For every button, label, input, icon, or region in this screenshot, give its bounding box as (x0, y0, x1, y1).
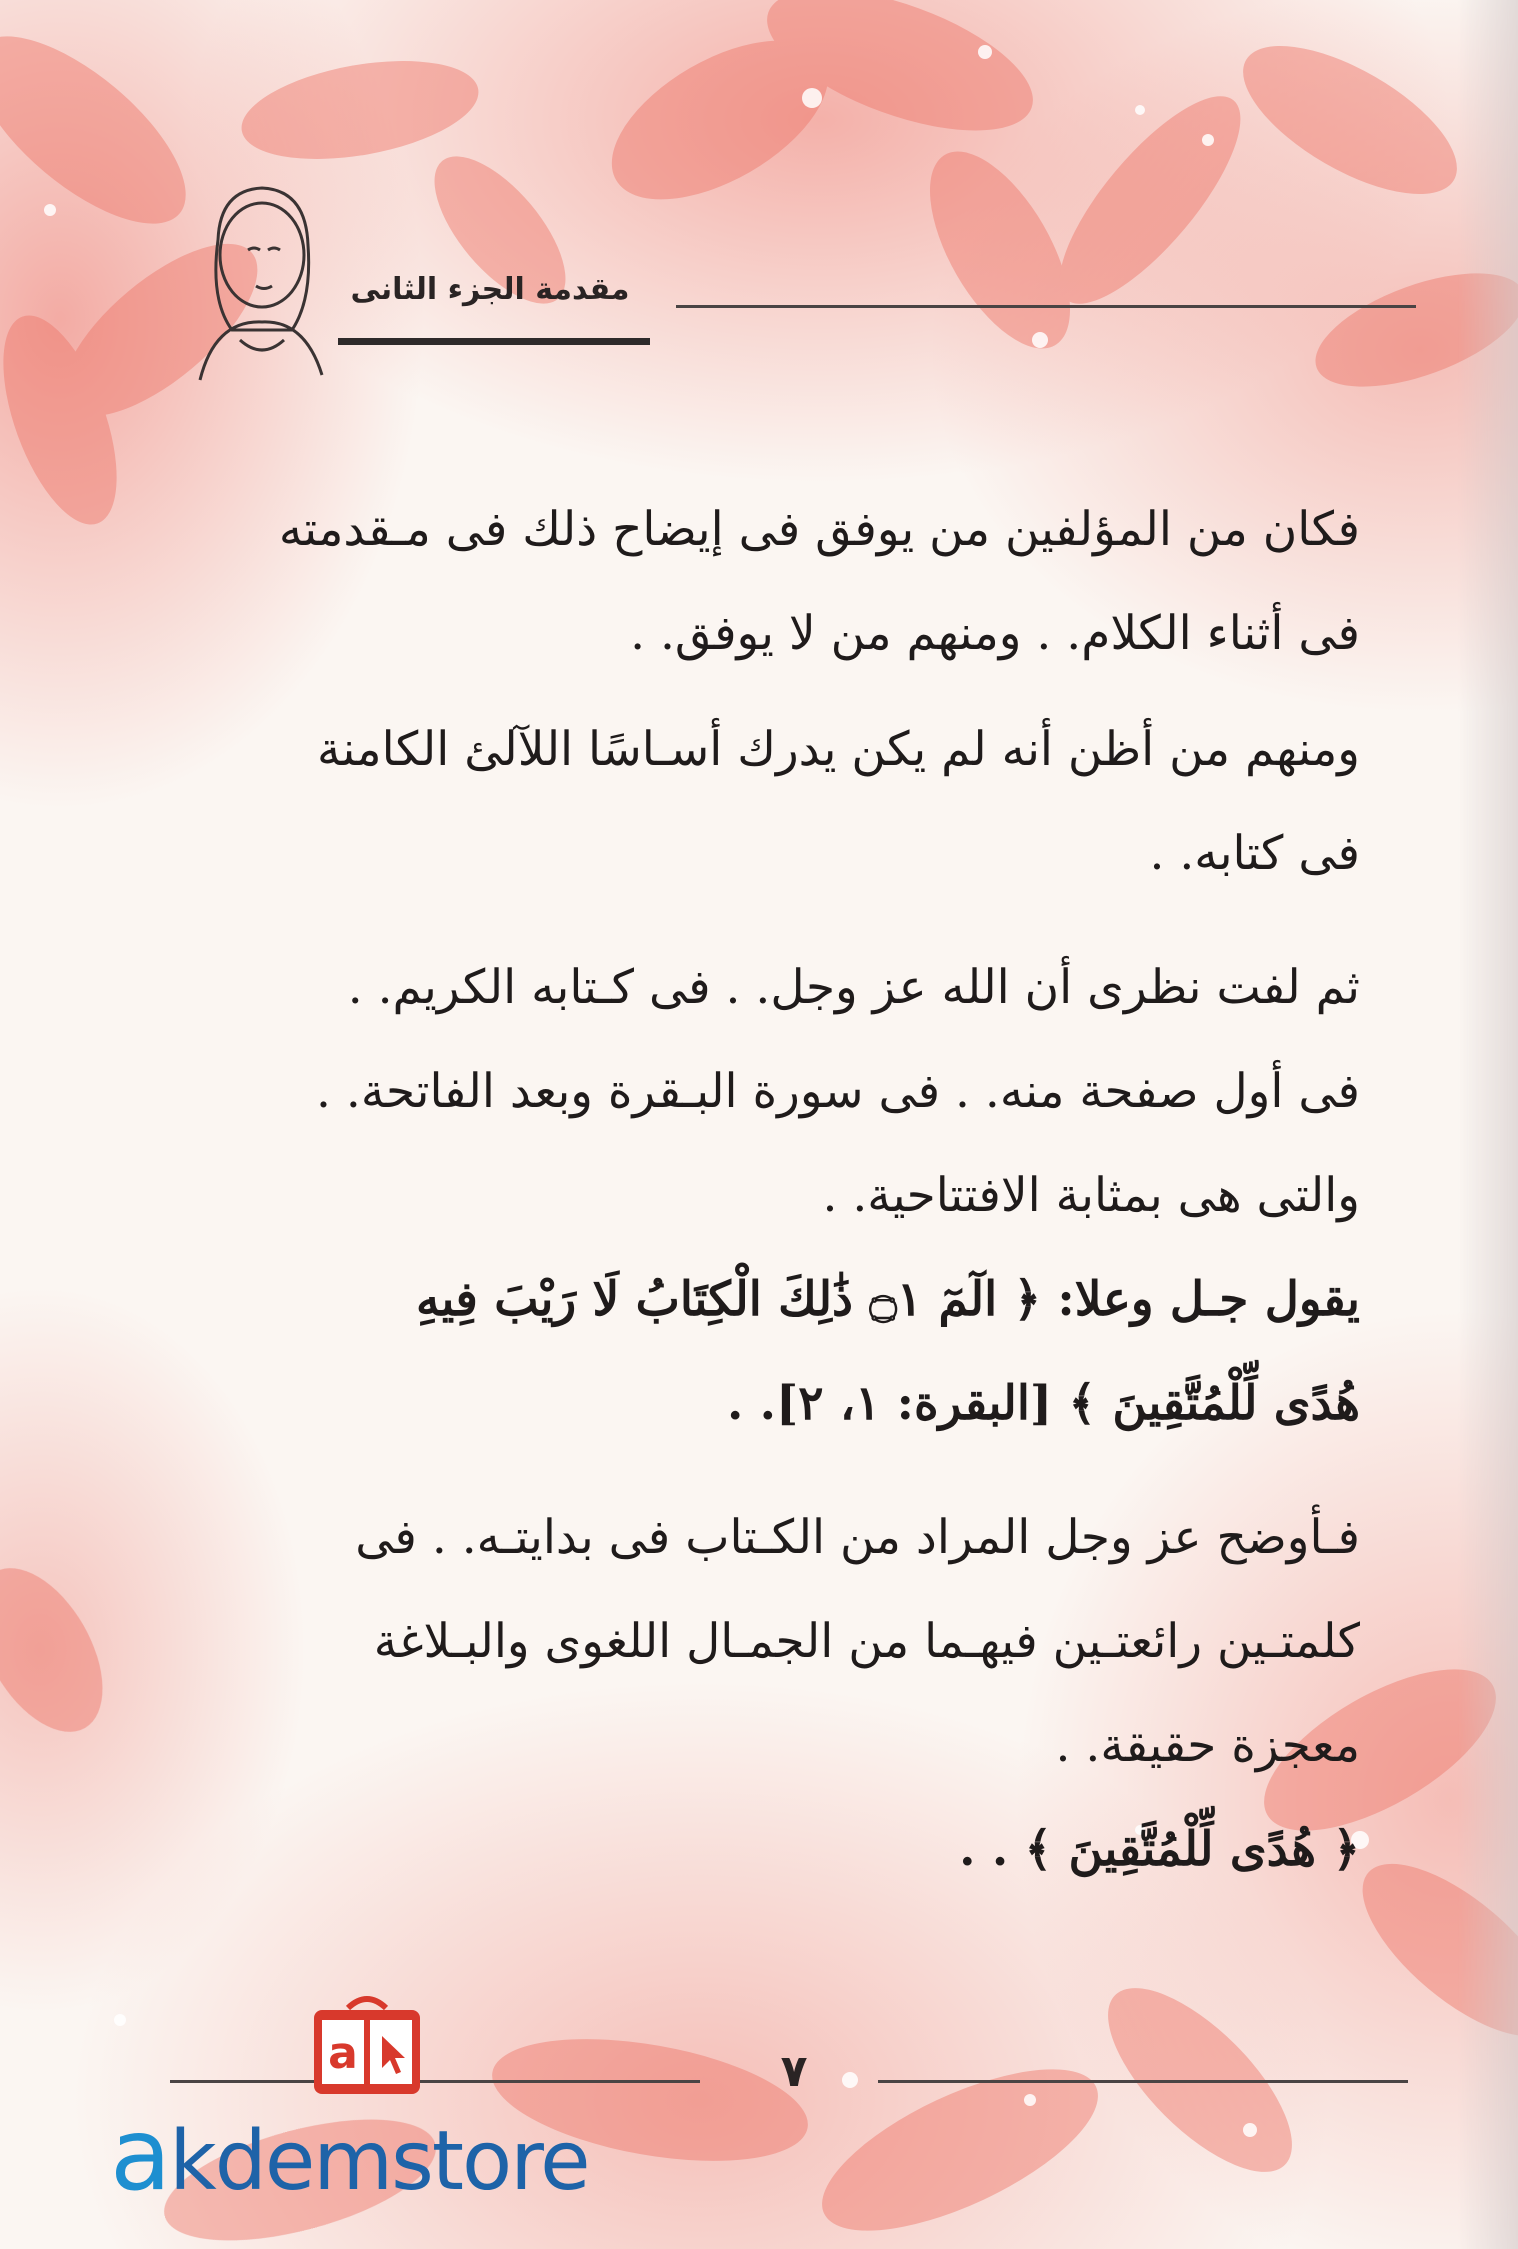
page-edge-shadow (1458, 0, 1518, 2249)
running-header-title: مقدمة الجزء الثانى (350, 272, 630, 307)
brand-name: kdemstore (169, 2114, 589, 2209)
brand-watermark (110, 2096, 630, 2213)
brand-initial: a (110, 2096, 170, 2213)
footer-rule-right (878, 2080, 1408, 2083)
text-line: ومنهم من أظن أنه لم يكن يدرك أسـاسًا اللآلئ الكامنة (317, 722, 1360, 777)
quran-verse-line: هُدًى لِّلْمُتَّقِينَ ﴾ [البقرة: ١، ٢]. . (726, 1376, 1360, 1431)
quran-verse-line: ﴿ هُدًى لِّلْمُتَّقِينَ ﴾ . . (959, 1822, 1360, 1877)
footer-rule-left (170, 2080, 700, 2083)
header-rule (676, 305, 1416, 308)
text-line: والتى هى بمثابة الافتتاحية. . (822, 1168, 1360, 1223)
header-title-underline (338, 338, 650, 345)
page-body (160, 478, 1360, 1902)
page-number: ٧ (780, 2046, 808, 2097)
book-cart-logo-icon (308, 1990, 426, 2102)
text-line: معجزة حقيقة. . (1055, 1718, 1360, 1773)
text-line: ثم لفت نظرى أن الله عز وجل. . فى كـتابه الكريم. . (347, 960, 1360, 1015)
text-line: فكان من المؤلفين من يوفق فى إيضاح ذلك فى مـقدمته (278, 502, 1360, 557)
text-line: فى أثناء الكلام. . ومنهم من لا يوفق. . (630, 606, 1360, 661)
logo-letter: a (328, 2028, 358, 2079)
text-line: فـأوضح عز وجل المراد من الكـتاب فى بدايتـه. . فى (355, 1510, 1360, 1565)
text-line: فى أول صفحة منه. . فى سورة البـقرة وبعد الفاتحة. . (316, 1064, 1360, 1119)
text-line: كلمتـين رائعتـين فيهـما من الجمـال اللغوى والبـلاغة (373, 1614, 1360, 1669)
text-line: فى كتابه. . (1149, 826, 1360, 881)
quran-verse-line: يقول جـل وعلا: ﴿ الٓمٓ ۝١ ذَٰلِكَ الْكِتَابُ لَا رَيْبَ فِيهِ (416, 1272, 1360, 1327)
